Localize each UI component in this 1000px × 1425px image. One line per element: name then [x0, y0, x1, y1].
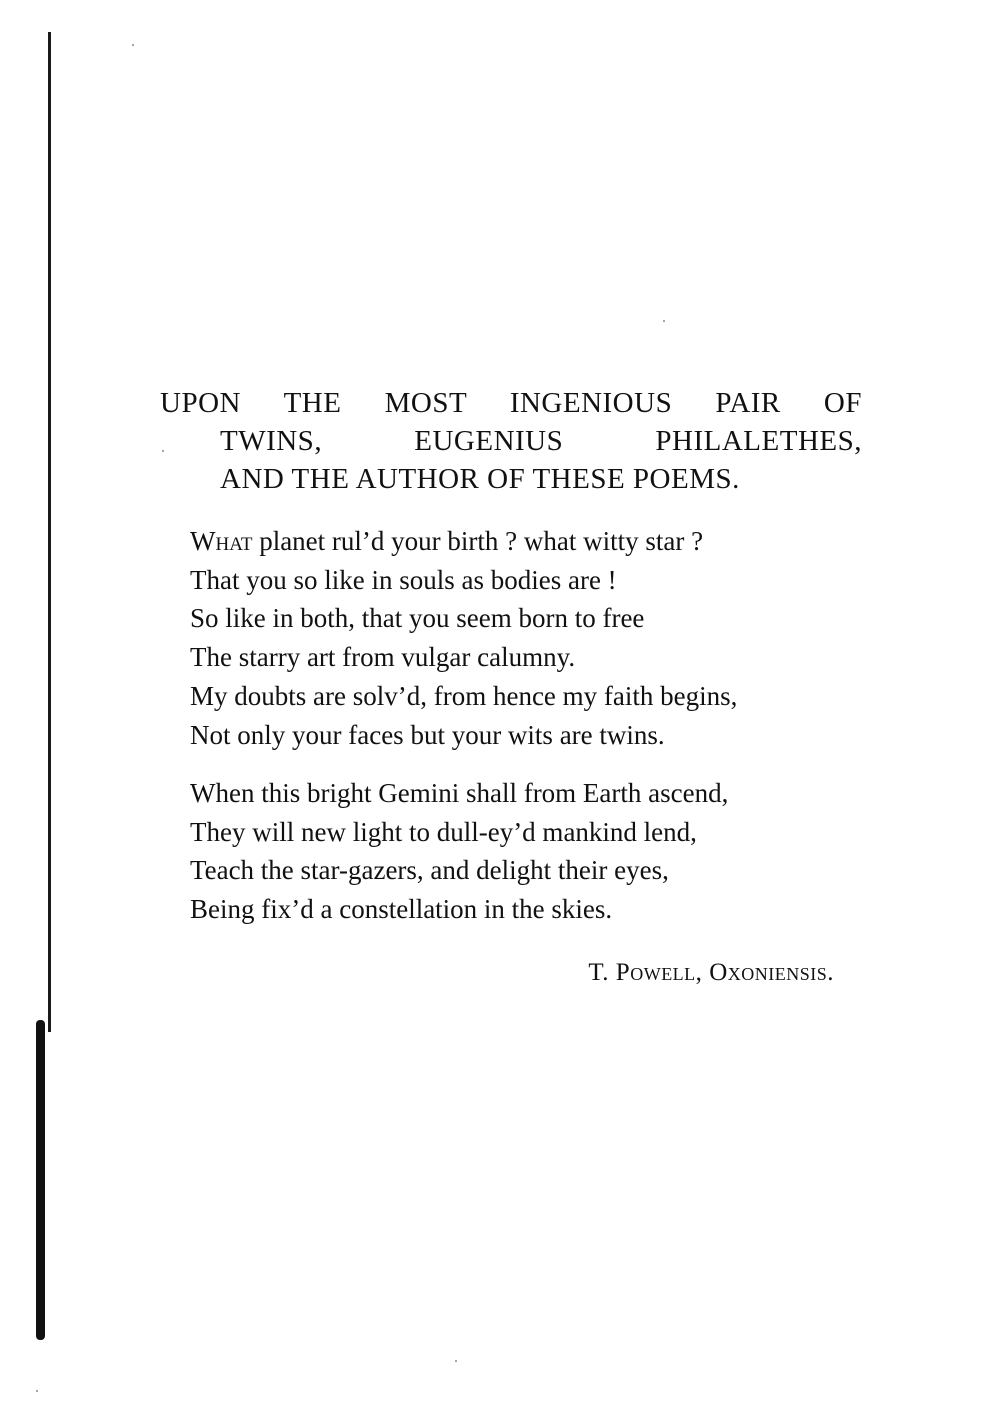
first-line-text: planet rul’d your birth ? what witty star ? [252, 526, 704, 556]
verse-line: Being fix’d a constellation in the skies. [190, 894, 613, 925]
stanza-1 [190, 522, 737, 754]
verse-line: The starry art from vulgar calumny. [190, 642, 576, 673]
paper-speck [132, 44, 134, 46]
verse-line: That you so like in souls as bodies are ! [190, 564, 617, 595]
verse-line: My doubts are solv’d, from hence my faith begins, [190, 680, 738, 711]
title-line-2: TWINS, EUGENIUS PHILALETHES, [220, 425, 862, 457]
title-line-3: AND THE AUTHOR OF THESE POEMS. [220, 463, 740, 495]
binding-line [48, 32, 51, 1032]
attribution-place: Oxoniensis. [702, 959, 834, 986]
verse-line: Teach the star-gazers, and delight their eyes, [190, 855, 669, 886]
binding-shadow [36, 1020, 45, 1340]
title-line-1: UPON THE MOST INGENIOUS PAIR OF [160, 387, 862, 419]
verse-line: Not only your faces but your wits are twins. [190, 719, 665, 750]
paper-speck [455, 1360, 457, 1362]
verse-line: When this bright Gemini shall from Earth ascend, [190, 778, 729, 808]
verse-line [190, 522, 737, 561]
stanza-2 [190, 774, 728, 929]
poem-title [160, 384, 870, 498]
attribution-name: Powell, [615, 959, 703, 986]
paper-speck [36, 1390, 38, 1392]
opening-word: What [190, 526, 253, 556]
verse-line: So like in both, that you seem born to free [190, 603, 645, 634]
paper-speck [663, 320, 665, 322]
verse-line: They will new light to dull-ey’d mankind lend, [190, 816, 697, 847]
attribution-initial: T. [588, 959, 616, 986]
attribution [588, 955, 834, 991]
